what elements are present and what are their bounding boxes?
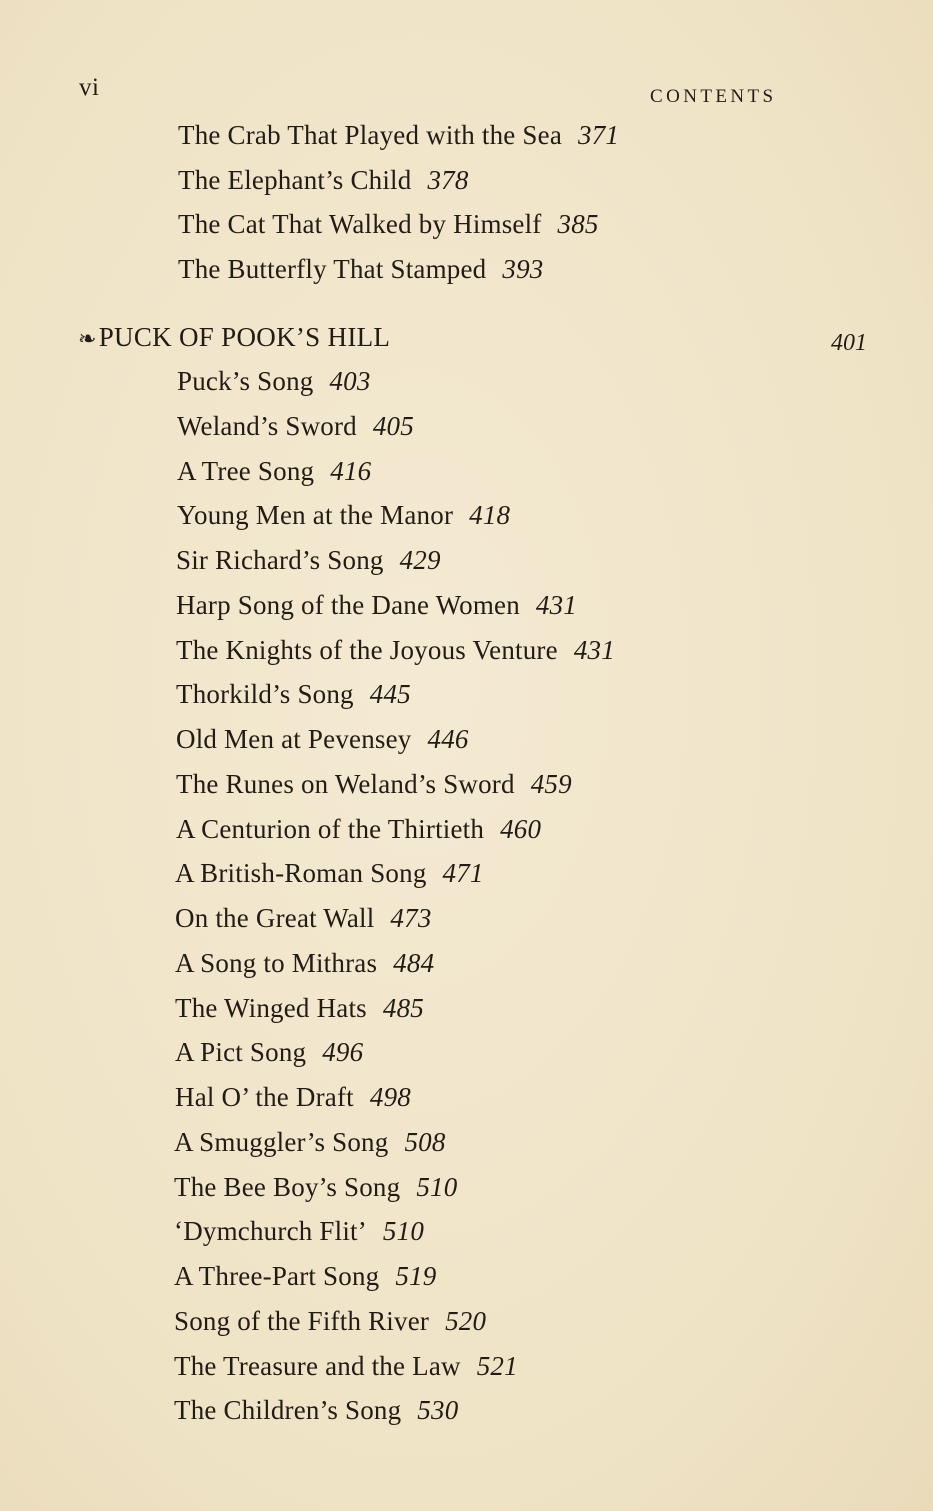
entry-title: The Children’s Song (174, 1395, 402, 1426)
entry-page-number: 446 (427, 724, 469, 754)
contents-entry (176, 679, 411, 710)
page-folio: vi (79, 74, 100, 101)
entry-title: Old Men at Pevensey (176, 724, 412, 754)
contents-entry (177, 500, 510, 531)
contents-entry (177, 366, 371, 397)
contents-entry (178, 165, 469, 196)
contents-entry (176, 769, 572, 800)
contents-entry (174, 1351, 518, 1382)
entry-title: Harp Song of the Dane Women (176, 589, 520, 620)
entry-title: A British-Roman Song (175, 858, 427, 889)
entry-title: The Bee Boy’s Song (174, 1171, 401, 1202)
entry-title: The Elephant’s Child (178, 164, 412, 195)
section-page-number: 401 (831, 330, 867, 356)
contents-entry (174, 1261, 436, 1292)
section-title: PUCK OF POOK’S HILL (98, 322, 391, 352)
entry-title: Puck’s Song (177, 366, 314, 396)
entry-title: The Crab That Played with the Sea (178, 120, 563, 150)
contents-entry (176, 545, 441, 576)
contents-entry (178, 120, 619, 151)
entry-page-number: 416 (330, 455, 372, 486)
entry-title: Song of the Fifth River (174, 1305, 430, 1336)
entry-page-number: 371 (578, 120, 620, 150)
entry-title: Sir Richard’s Song (176, 545, 384, 575)
entry-title: The Cat That Walked by Himself (178, 209, 542, 240)
contents-entry (175, 858, 484, 889)
entry-page-number: 418 (469, 500, 511, 531)
entry-page-number: 510 (416, 1171, 458, 1202)
fleuron-icon: ❧ (78, 326, 97, 351)
entry-title: A Tree Song (177, 455, 315, 486)
contents-entry (174, 1127, 446, 1158)
contents-entry (174, 1395, 458, 1426)
entry-page-number: 393 (502, 254, 544, 285)
section-heading (78, 322, 390, 353)
entry-title: On the Great Wall (175, 903, 375, 933)
entry-page-number: 484 (393, 947, 435, 978)
contents-entry (175, 993, 424, 1024)
entry-title: A Smuggler’s Song (174, 1126, 389, 1157)
entry-title: The Treasure and the Law (174, 1350, 461, 1381)
contents-entry (176, 814, 541, 845)
contents-entry (175, 1037, 363, 1068)
entry-page-number: 405 (372, 410, 414, 441)
entry-page-number: 445 (369, 679, 411, 710)
contents-entry (178, 209, 599, 240)
entry-page-number: 519 (395, 1261, 437, 1291)
entry-page-number: 510 (382, 1216, 425, 1247)
entry-page-number: 459 (530, 768, 572, 799)
entry-page-number: 508 (404, 1126, 446, 1157)
contents-entry (176, 635, 615, 666)
entry-page-number: 385 (557, 209, 599, 240)
entry-title: Hal O’ the Draft (175, 1082, 354, 1112)
entry-title: ‘Dymchurch Flit’ (174, 1216, 367, 1247)
entry-title: Young Men at the Manor (177, 500, 454, 531)
contents-entry (176, 590, 577, 621)
entry-page-number: 429 (399, 545, 441, 575)
entry-page-number: 520 (445, 1305, 487, 1336)
entry-page-number: 460 (500, 813, 542, 844)
entry-title: A Three-Part Song (174, 1261, 380, 1291)
entry-title: The Butterfly That Stamped (178, 254, 487, 285)
contents-entry (174, 1216, 424, 1247)
entry-title: A Song to Mithras (175, 947, 378, 978)
entry-title: A Pict Song (175, 1037, 307, 1068)
contents-entry (175, 948, 434, 979)
running-head: CONTENTS (650, 86, 777, 107)
entry-page-number: 431 (535, 589, 578, 620)
contents-entry (176, 724, 469, 755)
contents-entry (178, 254, 544, 285)
entry-title: A Centurion of the Thirtieth (176, 813, 485, 844)
contents-entry (177, 411, 414, 442)
contents-entry (177, 456, 371, 487)
entry-page-number: 431 (573, 634, 615, 665)
entry-page-number: 403 (329, 366, 371, 396)
entry-page-number: 471 (442, 858, 484, 889)
entry-title: The Runes on Weland’s Sword (176, 768, 515, 799)
entry-page-number: 473 (390, 903, 432, 933)
entry-title: The Knights of the Joyous Venture (176, 634, 558, 665)
entry-page-number: 530 (417, 1395, 459, 1426)
entry-page-number: 498 (369, 1082, 411, 1112)
entry-page-number: 496 (322, 1037, 364, 1068)
entry-page-number: 521 (476, 1350, 518, 1381)
entry-title: Weland’s Sword (177, 410, 357, 441)
contents-entry (174, 1306, 486, 1337)
contents-entry (175, 903, 432, 934)
entry-page-number: 378 (427, 164, 469, 195)
contents-entry (174, 1172, 457, 1203)
entry-page-number: 485 (382, 992, 424, 1023)
entry-title: The Winged Hats (175, 992, 367, 1023)
contents-entry (175, 1082, 411, 1113)
entry-title: Thorkild’s Song (176, 679, 354, 710)
